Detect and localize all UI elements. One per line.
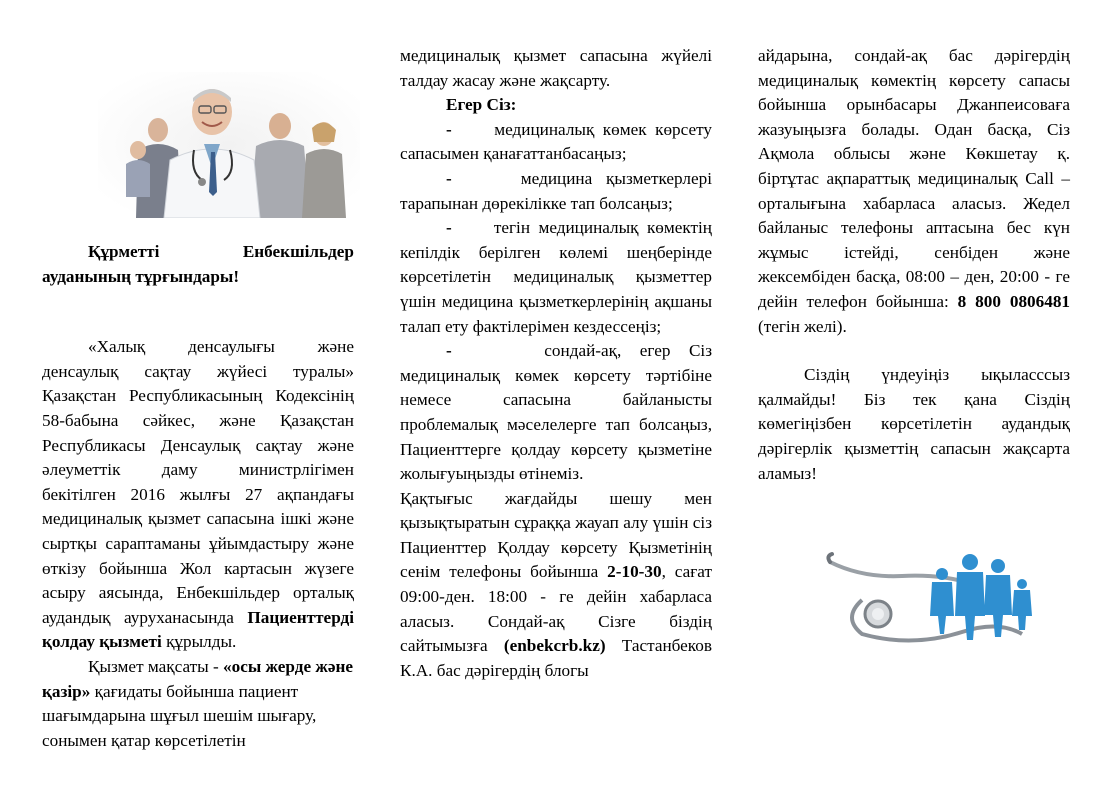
purpose-principle: «осы жерде және қазір» — [42, 656, 353, 701]
contact-paragraph — [400, 487, 712, 684]
intro-text: «Халық денсаулығы және денсаулық сақтау жүйесі туралы» Қазақстан Республикасының Кодексінің 58-бабына сәйкес, және Қазақстан Республикасы Денсаулық сақтау және әлеуметтік даму министрлігімен бекітілген 2016 жылғы 27 ақпандағы медициналық қызмет сапасына ішкі және сыртқы сараптаманы ұйымдастыру және өткізу бойынша Жол картасын жүзеге асыру аясында, Енбекшільдер орталық аудандық ауруханасында — [42, 337, 354, 627]
callcenter-text: айдарына, сондай-ақ бас дәрігердің медициналық көмектің көрсету сапасы бойынша орынбасары Джанпеисоваға жазуыңызға болады. Одан басқа, Сіз Ақмола облысы және Көкшетау қ. біртұтас ақпараттық медициналық Call – орталығына хабарласа аласыз. Жедел байланыс телефоны аптасына бес күн жұмыс істейді, сенбіден және жексембіден басқа, 08:00 – ден, 20:00 - ге дейін телефон бойынша: — [758, 46, 1070, 311]
list-item-text: сондай-ақ, егер Сіз медициналық көмек көрсету тәртібіне немесе сапасына байланысты проблемалық мәселелерге тап болсаңыз, Пациенттерге қолдау көрсету қызметіне жолығуыңызды өтінеміз. — [400, 341, 712, 484]
if-heading: Егер Сіз: — [446, 95, 517, 115]
list-item-text: медициналық көмек көрсету сапасымен қанағаттанбасаңыз; — [400, 119, 712, 164]
purpose-text-end: қағидаты бойынша пациент шағымдарына шұғыл шешім шығару, сонымен қатар көрсетілетін — [42, 681, 317, 750]
service-name: Пациенттерді қолдау қызметі — [42, 607, 354, 652]
list-item — [400, 339, 712, 487]
column-1 — [42, 0, 354, 753]
trust-phone: 2-10-30 — [607, 562, 662, 582]
list-item-text: тегін медициналық көмектің кепілдік берілген көлемі шеңберінде көрсетілетін медициналық қызметтер үшін медицина қызметкерлерінің ақшаны талап ету фактілерімен кездессеңіз; — [400, 218, 712, 336]
stethoscope-family-icon — [822, 548, 1050, 648]
column-2 — [400, 0, 712, 683]
col3-continuation — [758, 44, 1070, 339]
purpose-text: Қызмет мақсаты - — [88, 656, 224, 676]
bullet-dash: - — [446, 341, 452, 361]
intro-text-end: құрылды. — [161, 632, 237, 652]
column-3 — [758, 0, 1070, 486]
greeting-heading: Құрметті Енбекшільдер ауданының тұрғындары! — [42, 242, 354, 286]
contact-text-mid: , сағат 09:00-ден. 18:00 - ге дейін хабарласа аласыз. Сондай-ақ Сізге біздің сайтымызға — [400, 562, 712, 656]
list-item — [400, 118, 712, 167]
list-item-text: медицина қызметкерлері тарапынан дөрекілікке тап болсаңыз; — [400, 168, 713, 213]
purpose-paragraph — [42, 655, 354, 753]
list-item — [400, 216, 712, 339]
contact-text: Қақтығыс жағдайды шешу мен қызықтыратын сұраққа жауап алу үшін сіз Пациенттер Қолдау көрсету Қызметінің сенім телефоны бойынша — [400, 488, 712, 582]
bullet-dash: - — [446, 168, 452, 188]
closing-paragraph: Сіздің үндеуіңіз ықыласссыз қалмайды! Біз тек қана Сіздің көмегіңізбен көрсетілетін аудандық дәрігерлік қызметтің сапасын жақсарта аламыз! — [758, 365, 1070, 483]
contact-text-end: Тастанбеков К.А. бас дәрігердің блогы — [400, 636, 712, 680]
col2-continuation: медициналық қызмет сапасына жүйелі талдау жасау және жақсарту. — [400, 46, 712, 90]
list-item — [400, 167, 712, 216]
bullet-dash: - — [446, 218, 452, 238]
free-line-text: (тегін желі). — [758, 316, 847, 336]
website-link[interactable]: (enbekcrb.kz) — [503, 636, 606, 656]
intro-paragraph — [42, 335, 354, 655]
bullet-dash: - — [446, 119, 452, 139]
hotline-phone: 8 800 0806481 — [957, 291, 1071, 311]
